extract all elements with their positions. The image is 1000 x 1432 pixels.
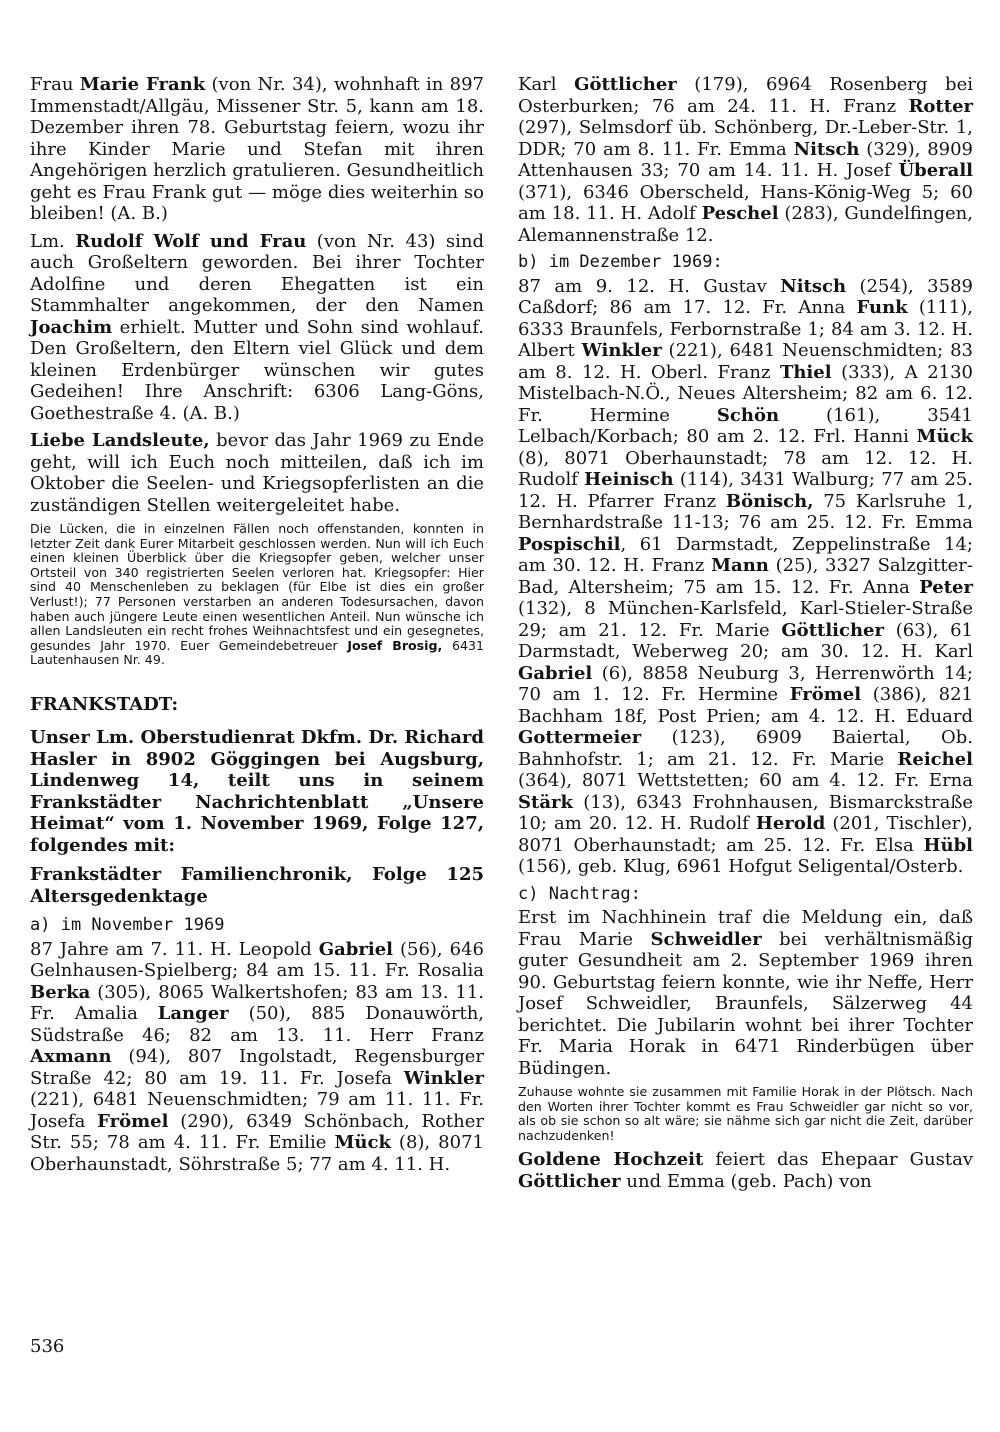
bold-name: Langer (157, 1003, 229, 1025)
text-run: (111), 6333 Braunfels, Ferbornstraße 1; 84 am 3. 12. H. Albert (518, 297, 973, 361)
text-run: (290), 6349 Schönbach, Rother Str. 55; 78 am 4. 11. Fr. Emilie (30, 1110, 485, 1154)
text-run: (56), 646 Gelnhausen-Spielberg; 84 am 15. 11. Fr. Rosalia (30, 938, 484, 982)
article-landsleute (30, 430, 484, 516)
bold-name: Peter (919, 576, 973, 598)
text-run: 87 am 9. 12. H. Gustav (518, 275, 781, 297)
text-run: (179), 6964 Rosenberg bei Osterburken; 76 am 24. 11. H. Franz (518, 74, 973, 117)
left-column (30, 74, 484, 1181)
bold-name: Marie Frank (79, 74, 206, 95)
bold-name: Rotter (908, 95, 973, 117)
bold-name: Gottermeier (518, 727, 642, 748)
bold-name: Mück (916, 426, 973, 447)
text-run: (161), 3541 Lelbach/Korbach; 80 am 2. 12. Frl. Hanni (518, 404, 974, 447)
text-run: (254), 3589 Caßdorf; 86 am 17. 12. Fr. Anna (518, 275, 973, 318)
text-run: (283), Gundelfingen, Alemannenstraße 12. (518, 203, 973, 246)
text-run: (305), 8065 Walkertshofen; 83 am 13. 11. Fr. Amalia (30, 981, 484, 1025)
text-run: (201, Tischler), 8071 Oberhaunstadt; am 25. 12. Fr. Elsa (518, 813, 973, 856)
bold-name: Stärk (518, 791, 573, 813)
bold-name: Frömel (789, 684, 862, 705)
text-run: , 61 Darmstadt, Zeppelinstraße 14; am 30. 12. H. Franz (518, 533, 973, 576)
text-run: (333), A 2130 Mistelbach-N.Ö., Neues Altersheim; 82 am 6. 12. Fr. Hermine (518, 361, 973, 426)
text-run: 6431 Lautenhausen Nr. 49. (30, 637, 484, 668)
bold-name: Funk (856, 297, 908, 318)
goldene-hochzeit (518, 1149, 973, 1192)
bold-name: Bönisch, (725, 490, 814, 512)
bold-name: Liebe Landsleute, (30, 430, 210, 451)
page-number: 536 (30, 1336, 65, 1357)
text-run: (132), 8 München-Karlsfeld, Karl-Stieler-Straße 29; am 21. 12. Fr. Marie (518, 598, 973, 641)
text-run: (6), 8858 Neuburg 3, Herrenwörth 14; 70 am 1. 12. Fr. Hermine (518, 662, 973, 705)
bold-name: Goldene Hochzeit (518, 1149, 704, 1171)
bold-name: Thiel (779, 361, 832, 383)
text-run: (114), 3431 Walburg; 77 am 25. 12. H. Pfarrer Franz (518, 469, 973, 512)
bold-name: Josef Brosig, (347, 637, 443, 653)
bold-name: Überall (898, 160, 973, 181)
text-run: (von Nr. 34), wohnhaft in 897 Immenstadt/Allgäu, Missener Str. 5, kann am 18. Dezember ihren 78. Geburtstag feiern, wozu ihr ihre Kinder Marie und Stefan mit ihren Angehörigen herzlich gratulieren. Gesundheitlich geht es Frau Frank gut — möge dies weiterhin so bleiben! (A. B.) (30, 74, 484, 224)
text-run: und Emma (geb. Pach) von (620, 1170, 872, 1192)
bold-name: Rudolf Wolf und Frau (75, 230, 307, 252)
bold-name: Winkler (403, 1067, 484, 1089)
text-run: Die Lücken, die in einzelnen Fällen noch offenstanden, konnten in letzter Zeit dank Eurer Mitarbeit geschlossen werden. Nun will ich Euch einen kleinen Überblick über die Kriegsopfer geben, welcher unser Ortsteil von 340 registrierten Seelen verloren hat. Kriegsopfer: Hier sind 40 Menschenleben zu beklagen (für Elbe ist dies ein großer Verlust!); 77 Personen verstarben an anderen Todesursachen, davon haben auch jüngere Leute einen wesentlichen Anteil. Nun wünsche ich allen Landsleuten ein recht frohes Weihnachtsfest und ein gesegnetes, gesundes Jahr 1970. Euer Gemeindebetreuer (30, 521, 484, 653)
text-run: (156), geb. Klug, 6961 Hofgut Seligental/Osterb. (518, 856, 964, 877)
text-run: (50), 885 Donauwörth, Südstraße 46; 82 am 13. 11. Herr Franz (30, 1003, 485, 1046)
text-run: 75 Karlsruhe 1, Bernhardstraße 11-13; 76 am 25. 12. Fr. Emma (518, 490, 974, 533)
bold-name: Mann (711, 555, 769, 576)
nachtrag-horak (518, 1085, 973, 1143)
bold-name: Peschel (701, 203, 779, 224)
bold-name: Göttlicher (781, 619, 884, 641)
bold-name: Axmann (30, 1046, 112, 1068)
bold-name: Pospischil (518, 533, 621, 555)
text-run: bevor das Jahr 1969 zu Ende geht, will ich Euch noch mitteilen, daß ich im Oktober die Seelen- und Kriegsopferlisten an die zuständigen Stellen weitergeleitet habe. (30, 430, 485, 516)
bold-name: Göttlicher (518, 1170, 621, 1192)
text-run: (123), 6909 Baiertal, Ob. Bahnhofstr. 1; am 21. 12. Fr. Marie (518, 727, 973, 770)
text-run: (221), 6481 Neuenschmidten; 83 am 8. 12. H. Oberl. Franz (518, 340, 973, 383)
november-birthdays (30, 939, 484, 1176)
text-run: Frau (30, 74, 80, 95)
text-run: Erst im Nachhinein traf die Meldung ein, daß Frau Marie (518, 907, 973, 950)
bold-name: Joachim (30, 316, 113, 338)
familienchronik-title: Frankstädter Familienchronik, Folge 125 Altersgedenktage (30, 864, 484, 907)
text-run: bei verhältnismäßig guter Gesundheit am 2. September 1969 ihren 90. Geburtstag feiern konnte, wie ihr Neffe, Herr Josef Schweidler, Braunfels, Sälzerweg 44 berichtet. Die Jubilarin wohnt bei ihrer Tochter Fr. Maria Horak in 6471 Rinderbügen über Büdingen. (518, 928, 973, 1079)
bold-name: Gabriel (318, 938, 393, 960)
text-run: (13), 6343 Frohnhausen, Bismarckstraße 10; am 20. 12. H. Rudolf (518, 791, 973, 834)
text-run: Karl (518, 74, 575, 95)
text-run: (364), 8071 Wettstetten; 60 am 4. 12. Fr. Erna (518, 770, 973, 791)
section-heading-frankstadt: FRANKSTADT: (30, 693, 179, 715)
bold-name: Nitsch (780, 275, 847, 297)
text-run: feiert das Ehepaar Gustav (703, 1149, 973, 1171)
bold-name: Heinisch (584, 469, 674, 490)
bold-name: Frömel (97, 1110, 169, 1132)
bold-name: Nitsch (793, 138, 860, 160)
bold-name: Schweidler (650, 928, 762, 950)
text-run: Lm. (30, 230, 76, 252)
article-wolf (30, 231, 484, 425)
article-frank (30, 74, 484, 225)
text-run: (8), 8071 Oberhaunstadt; 78 am 12. 12. H. Rudolf (518, 447, 973, 490)
text-run: Zuhause wohnte sie zusammen mit Familie Horak in der Plötsch. Nach den Worten ihrer Tochter kommt es Frau Schweidler gar nicht so vor, als ob sie schon so alt wäre; sie nähme sich gar nicht die Zeit, darüber nachzudenken! (518, 1084, 973, 1143)
subheading-nachtrag: c) Nachtrag: (518, 883, 641, 904)
bold-name: Reichel (897, 748, 973, 770)
bold-name: Berka (30, 981, 91, 1003)
bold-name: Herold (755, 813, 826, 834)
subheading-december: b) im Dezember 1969: (518, 252, 723, 272)
text-run: (329), 8909 Attenhausen 33; 70 am 14. 11. H. Josef (518, 138, 974, 181)
text-run: (386), 821 Bachham 18f, Post Prien; am 4. 12. H. Eduard (518, 684, 973, 727)
text-run: (8), 8071 Oberhaunstadt, Söhrstraße 5; 77 am 4. 11. H. (30, 1132, 484, 1175)
bold-name: Hübl (923, 834, 973, 856)
text-run: erhielt. Mutter und Sohn sind wohlauf. Den Großeltern, den Eltern viel Glück und dem kleinen Erdenbürger wünschen wir gutes Gedeihen! Ihre Anschrift: 6306 Lang-Göns, Goethestraße 4. (A. B.) (30, 316, 484, 424)
text-run: 87 Jahre am 7. 11. H. Leopold (30, 938, 319, 960)
bold-name: Göttlicher (574, 74, 677, 95)
subheading-november: a) im November 1969 (30, 915, 225, 936)
text-run: (von Nr. 43) sind auch Großeltern geworden. Bei ihrer Tochter Adolfine und deren Ehegatten ist ein Stammhalter angekommen, der den Namen (30, 230, 485, 316)
article-kriegsopfer (30, 522, 484, 668)
text-run: (297), Selmsdorf üb. Schönberg, Dr.-Leber-Str. 1, DDR; 70 am 8. 11. Fr. Emma (518, 117, 973, 160)
text-run: (63), 61 Darmstadt, Weberweg 20; am 30. 12. H. Karl (518, 619, 973, 662)
december-birthdays (518, 276, 973, 878)
text-run: (94), 807 Ingolstadt, Regensburger Straße 42; 80 am 19. 11. Fr. Josefa (30, 1046, 484, 1089)
text-run: (25), 3327 Salzgitter-Bad, Altersheim; 75 am 15. 12. Fr. Anna (518, 555, 973, 598)
bold-name: Winkler (581, 340, 662, 361)
text-run: (371), 6346 Oberscheld, Hans-König-Weg 5; 60 am 18. 11. H. Adolf (518, 181, 973, 224)
frankstadt-intro: Unser Lm. Oberstudienrat Dkfm. Dr. Richard Hasler in 8902 Göggingen bei Augsburg, Lindenweg 14, teilt uns in seinem Frankstädter Nachrichtenblatt „Unsere Heimat“ vom 1. November 1969, Folge 127, folgendes mit: (30, 727, 484, 856)
nachtrag-schweidler (518, 907, 973, 1079)
right-column (518, 74, 973, 1198)
bold-name: Schön (716, 404, 780, 426)
text-run: (221), 6481 Neuenschmidten; 79 am 11. 11. Fr. Josefa (30, 1089, 484, 1132)
bold-name: Mück (334, 1132, 391, 1154)
november-birthdays-continued (518, 74, 973, 246)
bold-name: Gabriel (518, 662, 593, 684)
